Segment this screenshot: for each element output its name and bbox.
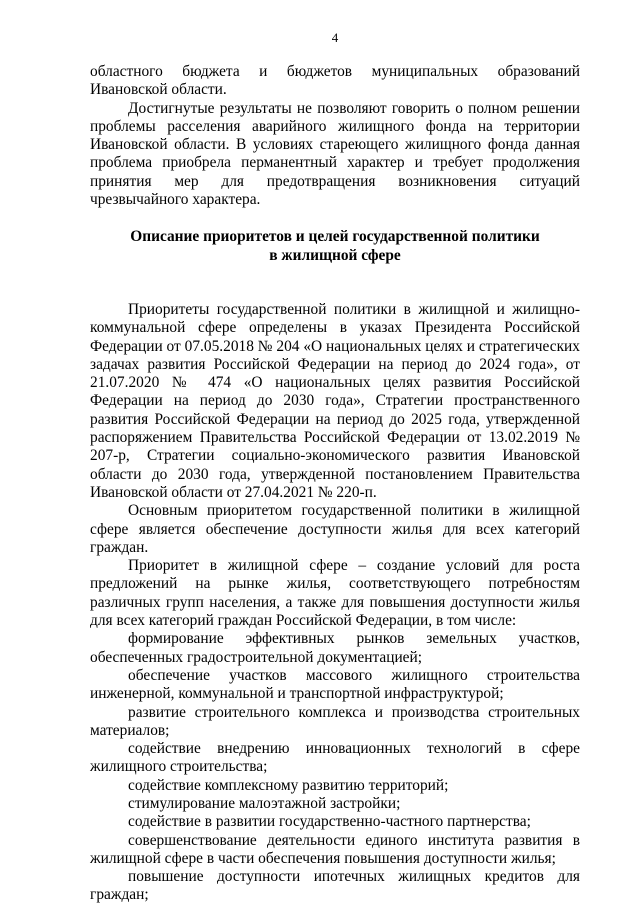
paragraph-housing-priority: Приоритет в жилищной сфере – создание условий для роста предложений на рынке жилья, соответствующего потребностям различных групп населения, а также для повышения доступности жилья для всех категорий граждан Российской Федерации, в том числе:: [90, 557, 580, 630]
list-item: развитие строительного комплекса и производства строительных материалов;: [90, 703, 580, 739]
list-item: формирование эффективных рынков земельных участков, обеспеченных градостроительной документацией;: [90, 630, 580, 666]
list-item: стимулирование малоэтажной застройки;: [128, 794, 401, 812]
list-item: содействие внедрению инновационных технологий в сфере жилищного строительства;: [90, 740, 580, 776]
document-page: [90, 30, 580, 905]
list-item: обеспечение участков массового жилищного строительства инженерной, коммунальной и транспортной инфраструктурой;: [90, 666, 580, 703]
paragraph-priorities: Приоритеты государственной политики в жилищной и жилищно-коммунальной сфере определены в указах Президента Российской Федерации от 07.05.2018 № 204 «О национальных целях и стратегических задачах развития Российской Федерации на период до 2024 года», от 21.07.2020 № 474 «О национальных целях развития Российской Федерации на период до 2030 года», Стратегии пространственного развития Российской Федерации на период до 2025 года, утвержденной распоряжением Правительства Российской Федерации от 13.02.2019 № 207-р, Стратегии социально-экономического развития Ивановской области до 2030 года, утвержденной постановлением Правительства Ивановской области от 27.04.2021 № 220-п.: [90, 300, 580, 501]
list-item: повышение доступности ипотечных жилищных кредитов для граждан;: [90, 868, 580, 904]
list-item: содействие в развитии государственно-частного партнерства;: [128, 813, 531, 831]
paragraph-results: Достигнутые результаты не позволяют говорить о полном решении проблемы расселения аварийного жилищного фонда на территории Ивановской области. В условиях стареющего жилищного фонда данная проблема приобрела перманентный характер и требует продолжения принятия мер для предотвращения возникновения ситуаций чрезвычайного характера.: [90, 99, 580, 209]
paragraph-budget: областного бюджета и бюджетов муниципальных образований Ивановской области.: [90, 63, 580, 99]
list-item: содействие комплексному развитию территорий;: [128, 776, 449, 794]
list-item: совершенствование деятельности единого института развития в жилищной сфере в части обеспечения повышения доступности жилья;: [90, 831, 580, 867]
section-heading: [90, 228, 580, 265]
page-number: 4: [331, 30, 339, 45]
section-heading-line-2: в жилищной сфере: [269, 246, 401, 264]
section-heading-line-1: Описание приоритетов и целей государственной политики: [130, 228, 540, 246]
paragraph-main-priority: Основным приоритетом государственной политики в жилищной сфере является обеспечение доступности жилья для всех категорий граждан.: [90, 502, 580, 556]
